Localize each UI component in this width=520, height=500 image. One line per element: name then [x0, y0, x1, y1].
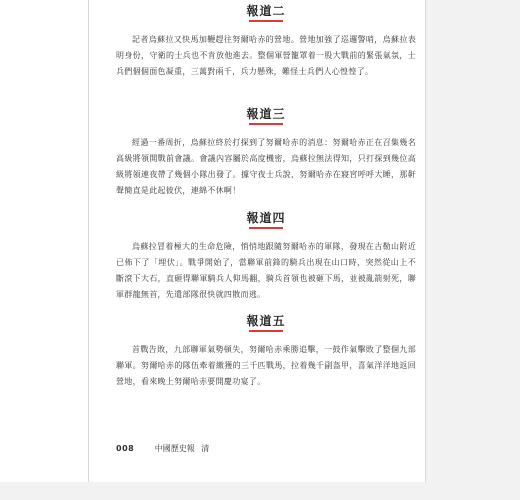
heading-underline — [249, 227, 283, 229]
report-section-2 — [116, 4, 416, 80]
report-section-3 — [116, 107, 416, 199]
section-paragraph: 烏蘇拉冒着極大的生命危險，悄悄地跟隨努爾哈赤的軍隊，發現在古勒山附近已佈下了「埋伏」。戰爭開始了，當聯軍前鋒的騎兵出現在山口時，突然從山上不斷滾下大石，直砸得聯軍騎兵人仰馬翻，騎兵首領也被砸下馬，並被亂箭射死，聯軍群龍無首，先遣部隊很快就四散而逃。 — [116, 242, 416, 299]
left-frame-line — [88, 0, 89, 482]
heading-underline — [249, 123, 283, 125]
dynasty-label: 清 — [201, 444, 210, 453]
book-title: 中國歷史報 — [154, 444, 195, 453]
report-section-4 — [116, 211, 416, 303]
report-section-5 — [116, 314, 416, 390]
section-paragraph: 經過一番周折，烏蘇拉終於打探到了努爾哈赤的消息：努爾哈赤正在召集幾名高級將領開戰前會議。會議內容屬於高度機密，烏蘇拉無法得知，只打探到幾位高級將領連夜帶了幾個小隊出發了。據守夜士兵說，努爾哈赤在寢宮呼呼大睡，那鼾聲簡直是此起彼伏，連綿不休啊！ — [116, 138, 416, 195]
page-side-margin — [426, 0, 520, 482]
heading-underline — [249, 330, 283, 332]
section-heading: 報道二 — [246, 4, 286, 18]
page-footer — [116, 443, 209, 454]
section-heading: 報道五 — [246, 314, 286, 328]
section-paragraph: 記者烏蘇拉又快馬加鞭趕往努爾哈赤的營地。營地加強了巡邏警哨，烏蘇拉表明身份，守衛的士兵也不肯放他進去。整個軍營籠罩着一股大戰前的緊張氣氛，士兵們個個面色凝重，三萬對兩千，兵力懸殊，難怪士兵們人心惶惶了。 — [116, 35, 416, 76]
right-frame-line — [425, 0, 426, 482]
section-heading: 報道三 — [246, 107, 286, 121]
section-paragraph: 首戰告敗，九部聯軍氣勢頓失，努爾哈赤乘勝追擊，一鼓作氣擊敗了整個九部聯軍。努爾哈赤的隊伍牽着繳獲的三千匹戰馬，拉着幾千副盔甲，喜氣洋洋地返回營地，看來晚上努爾哈赤要開慶功宴了。 — [116, 345, 416, 386]
page-bottom-margin — [0, 482, 520, 500]
page-number: 008 — [116, 444, 135, 453]
heading-underline — [249, 20, 283, 22]
section-heading: 報道四 — [246, 211, 286, 225]
